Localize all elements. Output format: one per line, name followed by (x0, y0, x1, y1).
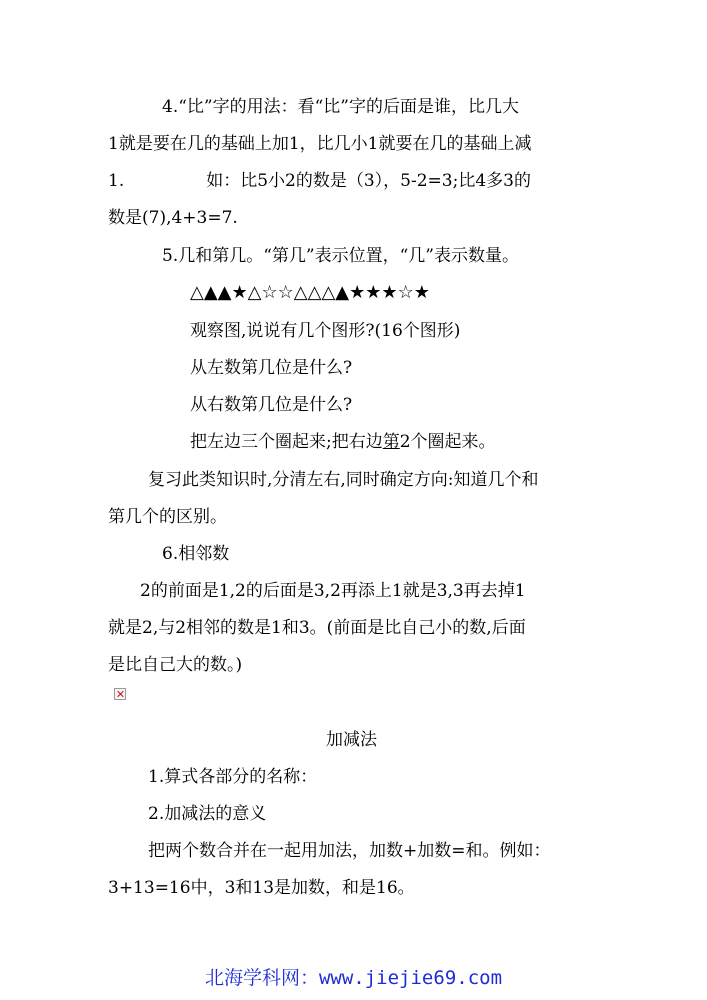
paragraph-line: 2的前面是1,2的后面是3,2再添上1就是3,3再去掉1 (140, 581, 526, 601)
question-line: 从左数第几位是什么? (190, 358, 353, 378)
paragraph-line: 第几个的区别。 (108, 507, 227, 527)
paragraph-line: 数是(7),4+3=7. (108, 208, 238, 228)
broken-image-icon (114, 688, 126, 700)
text-fragment: 把左边三个圈起来;把右边 (190, 432, 383, 452)
paragraph-line (108, 170, 531, 192)
text-fragment: 2个圈起来。 (399, 432, 496, 452)
list-item: 1.算式各部分的名称： (148, 767, 318, 787)
paragraph-line: 4.“比”字的用法：看“比”字的后面是谁，比几大 (162, 97, 519, 117)
paragraph-line: 1就是要在几的基础上加1，比几小1就要在几的基础上减 (108, 134, 532, 154)
question-line: 观察图,说说有几个图形?(16个图形) (190, 321, 461, 341)
shapes-row: △▲▲★△☆☆△△△▲★★★☆★ (190, 282, 430, 303)
paragraph-line: 把两个数合并在一起用加法，加数+加数=和。例如： (148, 841, 551, 861)
section-heading: 6.相邻数 (162, 544, 230, 564)
paragraph-line: 就是2,与2相邻的数是1和3。(前面是比自己小的数,后面 (108, 618, 526, 638)
page-footer (0, 966, 707, 990)
paragraph-line: 3+13=16中，3和13是加数，和是16。 (108, 878, 415, 898)
footer-url[interactable]: www.jiejie69.com (318, 967, 503, 989)
list-item: 2.加减法的意义 (148, 804, 267, 824)
underlined-text: 第 (382, 432, 400, 452)
paragraph-line: 复习此类知识时,分清左右,同时确定方向:知道几个和 (148, 470, 539, 490)
section-title: 加减法 (326, 730, 377, 750)
paragraph-line: 5.几和第几。“第几”表示位置，“几”表示数量。 (162, 246, 519, 266)
question-line: 从右数第几位是什么? (190, 395, 353, 415)
footer-label: 北海学科网： (204, 967, 319, 989)
question-line (190, 431, 496, 453)
text-fragment: 1. (108, 171, 125, 191)
text-fragment: 如：比5小2的数是（3），5-2=3;比4多3的 (206, 171, 531, 191)
paragraph-line: 是比自己大的数。) (108, 655, 243, 675)
